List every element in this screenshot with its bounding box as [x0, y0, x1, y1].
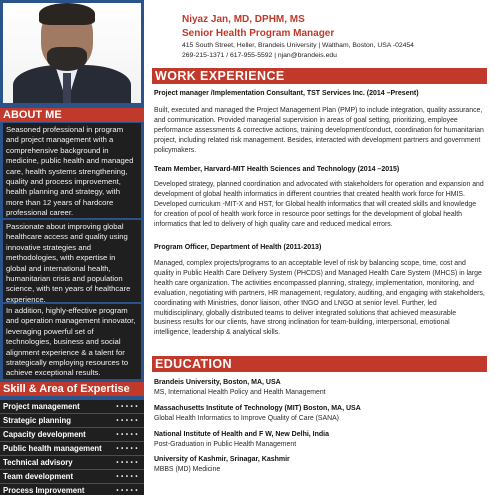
job-title: Program Officer, Department of Health (2011-2013) [154, 244, 322, 251]
skill-label: Capacity development [3, 430, 86, 439]
skill-label: Public health management [3, 444, 102, 453]
skill-row [0, 414, 144, 428]
skill-label: Strategic planning [3, 416, 72, 425]
job-title-header: Senior Health Program Manager [182, 28, 335, 39]
job-title: Project manager /Implementation Consultant, TST Services Inc. (2014 –Present) [154, 90, 419, 97]
skill-rating-dots: • • • • • [116, 403, 138, 410]
skill-row [0, 456, 144, 470]
skill-rating-dots: • • • • • [116, 417, 138, 424]
skills-list [0, 400, 144, 495]
education-degree: Global Health Informatics to Improve Quality of Care (SANA) [154, 415, 339, 422]
skill-label: Technical advisory [3, 458, 73, 467]
job-description: Built, executed and managed the Project Management Plan (PMP) to include integration, quality assurance, and communication. Provided managerial supervision in areas of goal setting, prioritizing, employee performance assessments & corrective actions, training development/conduct, coordination for humanitarian project, including related risk management. Besides, interacted with development partners and government policymakers. [154, 107, 484, 154]
address-line: 415 South Street, Heller, Brandeis University | Waltham, Boston, USA -02454 [182, 42, 414, 49]
skill-row [0, 442, 144, 456]
education-school: Massachusetts Institute of Technology (MIT) Boston, MA, USA [154, 405, 361, 412]
skills-heading: Skill & Area of Expertise [0, 382, 144, 396]
skill-row [0, 484, 144, 495]
skill-rating-dots: • • • • • [116, 445, 138, 452]
job-description: Developed strategy, planned coordination and advocated with stakeholders for operation and expansion and development of global health informatics in different countries that created health work force for HMIS. Developed curriculum -MIT-X and HST, for Global health informatics that will created skills and knowledge for creation of pool of health work force in resource poor settings for the development of global health informatics that led to delivery of high quality care and reduced medical errors. [154, 181, 484, 228]
about-paragraph-3: In addition, highly-effective program and operation management innovator, leveraging powerful set of technologies, business and social alignment experience & a talent for strategically employing resources to achieve exceptional results. [3, 304, 141, 379]
skill-label: Team development [3, 472, 74, 481]
person-name: Niyaz Jan, MD, DPHM, MS [182, 14, 305, 25]
education-school: University of Kashmir, Srinagar, Kashmir [154, 456, 290, 463]
education-heading: EDUCATION [152, 356, 487, 372]
skill-label: Project management [3, 402, 80, 411]
job-title: Team Member, Harvard-MIT Health Sciences and Technology (2014 –2015) [154, 166, 400, 173]
about-heading: ABOUT ME [0, 108, 144, 122]
education-school: Brandeis University, Boston, MA, USA [154, 379, 281, 386]
education-degree: Post-Graduation in Public Health Management [154, 441, 297, 448]
education-degree: MBBS (MD) Medicine [154, 466, 221, 473]
about-paragraph-1: Seasoned professional in program and project management with a comprehensive background in medicine, public health and managed care, health systems strengthening, quality and process improvement, health planning and strategy, with more than 12 years of hardcore professional career. [3, 123, 141, 218]
skill-rating-dots: • • • • • [116, 487, 138, 494]
skill-label: Process Improvement [3, 486, 85, 495]
skill-rating-dots: • • • • • [116, 431, 138, 438]
education-school: National Institute of Health and F W, New Delhi, India [154, 431, 330, 438]
work-experience-heading: WORK EXPERIENCE [152, 68, 487, 84]
about-paragraph-2: Passionate about improving global healthcare access and quality using innovative strategies and methodologies, with expertise in global and international health, humanitarian crisis and population science, with ten years of healthcare experience. [3, 220, 141, 302]
skill-rating-dots: • • • • • [116, 473, 138, 480]
job-description: Managed, complex projects/programs to an acceptable level of risk by balancing scope, time, cost and quality in Public Health Care Delivery System (PHCDS) and Managed Health Care System (MHCS) in large health care organization. The activities encompassed planning, strategy, implementation, monitoring, and evaluation, negotiating with partners, HR management, regulatory, auditing, and engaging with stakeholders, coordinating with Ministries, donor liaison, other INGO and LNGO at senior level. Further, led multidisciplinary, globally distributed teams to deliver integrated solutions that achieved measurable business results for our clients, have strong inclination for team-building, interpersonal, emotional intelligence, leadership & analytical skills. [154, 260, 485, 337]
skill-row [0, 428, 144, 442]
skill-row [0, 470, 144, 484]
skill-rating-dots: • • • • • [116, 459, 138, 466]
skill-row [0, 400, 144, 414]
profile-photo [3, 3, 141, 103]
education-degree: MS, International Health Policy and Health Management [154, 389, 326, 396]
contact-line: 269-215-1371 / 617-955-5592 | njan@brandeis.edu [182, 52, 337, 59]
sidebar [0, 0, 144, 495]
